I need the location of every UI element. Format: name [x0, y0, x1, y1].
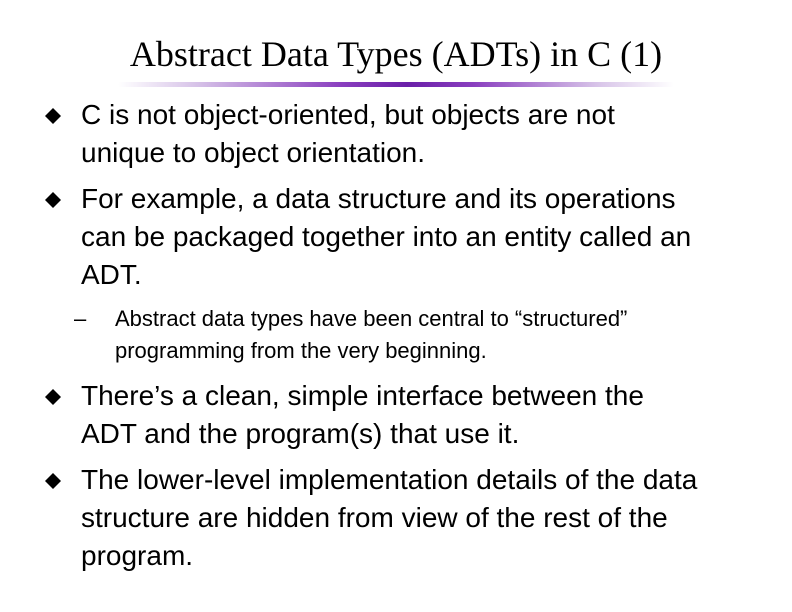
bullet-line: ADT. — [81, 259, 142, 290]
diamond-bullet-icon — [42, 461, 62, 499]
bullet-line: The lower-level implementation details of the data — [81, 464, 698, 495]
slide-title: Abstract Data Types (ADTs) in C (1) — [129, 34, 663, 74]
title-underline — [118, 82, 674, 87]
bullet-line: structure are hidden from view of the rest of the — [81, 502, 668, 533]
bullet-line: There’s a clean, simple interface between the — [81, 380, 644, 411]
bullet-line: C is not object-oriented, but objects are not — [81, 99, 615, 130]
bullet-line: program. — [81, 540, 194, 571]
diamond-bullet-icon — [42, 96, 62, 134]
diamond-bullet-icon — [42, 377, 62, 415]
diamond-bullet-icon — [42, 180, 62, 218]
bullet-text — [81, 461, 791, 575]
bullet-text — [81, 96, 791, 172]
bullet-line: ADT and the program(s) that use it. — [81, 418, 520, 449]
sub-bullet-line: programming from the very beginning. — [115, 338, 487, 363]
bullet-text — [81, 180, 791, 294]
dash-bullet: – — [74, 306, 87, 331]
bullet-line: can be packaged together into an entity called an — [81, 221, 692, 252]
bullet-line: unique to object orientation. — [81, 137, 426, 168]
bullet-line: For example, a data structure and its operations — [81, 183, 676, 214]
bullet-text — [81, 377, 791, 453]
sub-bullet-text — [115, 303, 785, 367]
sub-bullet-line: Abstract data types have been central to “structured” — [115, 306, 628, 331]
